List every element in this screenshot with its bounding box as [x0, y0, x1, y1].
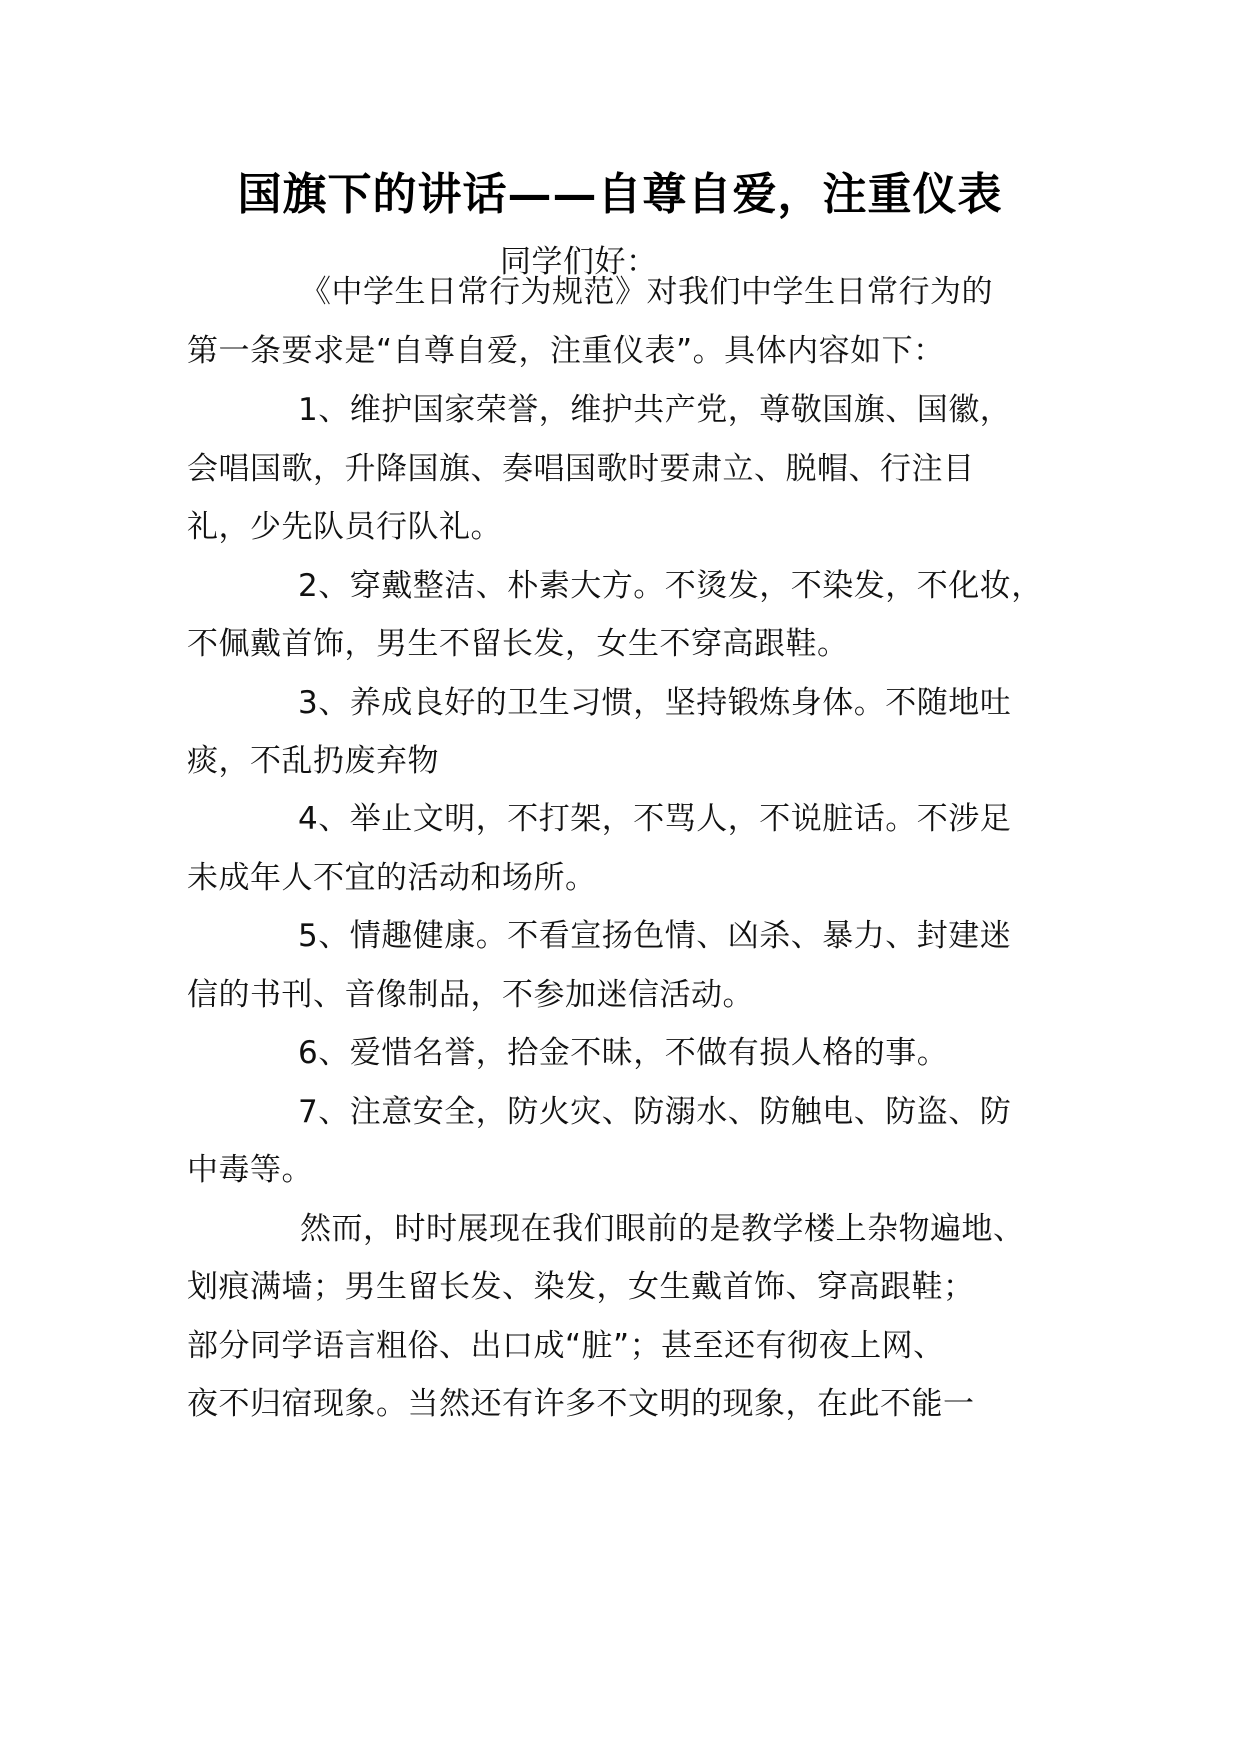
list-item-line: 1、维护国家荣誉，维护共产党，尊敬国旗、国徽，: [298, 392, 1012, 428]
list-item-line: 信的书刊、音像制品，不参加迷信活动。: [187, 977, 754, 1013]
list-item-line: 6、爱惜名誉，拾金不昧，不做有损人格的事。: [298, 1035, 949, 1071]
list-item-line: 不佩戴首饰，男生不留长发，女生不穿高跟鞋。: [187, 626, 849, 662]
paragraph-line: 夜不归宿现象。当然还有许多不文明的现象，在此不能一: [187, 1386, 975, 1422]
greeting: 同学们好：: [500, 244, 658, 280]
list-item-line: 4、举止文明，不打架，不骂人，不说脏话。不涉足: [298, 801, 1012, 837]
paragraph-line: 然而，时时展现在我们眼前的是教学楼上杂物遍地、: [300, 1211, 1025, 1247]
paragraph-line: 《中学生日常行为规范》对我们中学生日常行为的: [300, 274, 993, 310]
paragraph-line: 划痕满墙；男生留长发、染发，女生戴首饰、穿高跟鞋；: [187, 1269, 975, 1305]
list-item-line: 2、穿戴整洁、朴素大方。不烫发，不染发，不化妆，: [298, 568, 1043, 604]
list-item-line: 5、情趣健康。不看宣扬色情、凶杀、暴力、封建迷: [298, 918, 1012, 954]
list-item-line: 3、养成良好的卫生习惯，坚持锻炼身体。不随地吐: [298, 685, 1012, 721]
list-item-line: 礼，少先队员行队礼。: [187, 509, 502, 545]
list-item-line: 痰，不乱扔废弃物: [187, 743, 439, 779]
paragraph-line: 部分同学语言粗俗、出口成“脏”；甚至还有彻夜上网、: [187, 1328, 945, 1364]
list-item-line: 未成年人不宜的活动和场所。: [187, 860, 597, 896]
paragraph-line: 第一条要求是“自尊自爱，注重仪表”。具体内容如下：: [187, 333, 945, 369]
list-item-line: 中毒等。: [187, 1152, 313, 1188]
list-item-line: 7、注意安全，防火灾、防溺水、防触电、防盗、防: [298, 1094, 1012, 1130]
list-item-line: 会唱国歌，升降国旗、奏唱国歌时要肃立、脱帽、行注目: [187, 451, 975, 487]
page-title: 国旗下的讲话——自尊自爱，注重仪表: [237, 169, 1003, 220]
